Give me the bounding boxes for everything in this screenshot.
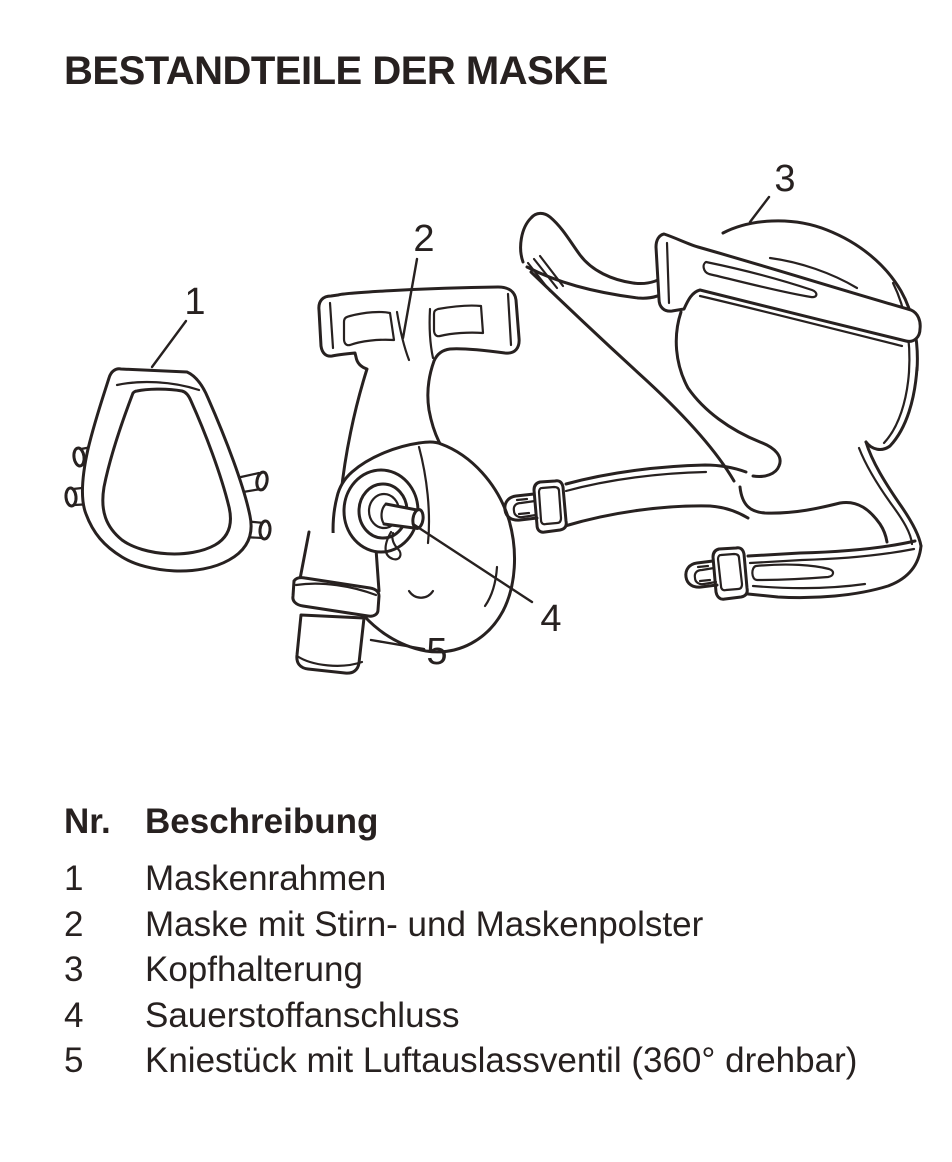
column-header-description: Beschreibung [145, 802, 379, 841]
headgear-clip-left [505, 481, 566, 532]
row-description: Kopfhalterung [145, 950, 363, 989]
headgear-illustration [505, 213, 921, 599]
mask-body-illustration [293, 287, 519, 673]
row-number: 5 [64, 1041, 84, 1080]
row-description: Sauerstoffanschluss [145, 995, 460, 1035]
row-description: Maske mit Stirn- und Maskenpolster [145, 904, 704, 944]
callout-number-1: 1 [184, 281, 206, 323]
table-row [64, 993, 924, 1039]
parts-table-body [64, 856, 924, 1084]
mask-frame-illustration [65, 369, 271, 571]
callout-number-5: 5 [426, 631, 448, 673]
row-number: 1 [64, 859, 84, 898]
row-number: 2 [64, 904, 84, 944]
callout-line-3 [750, 197, 769, 222]
row-number: 4 [64, 995, 84, 1035]
table-row [64, 856, 924, 902]
callout-number-2: 2 [413, 218, 435, 260]
table-row [64, 902, 924, 948]
callout-line-1 [152, 321, 186, 367]
table-row [64, 947, 924, 993]
headgear-clip-bottom [686, 548, 747, 599]
row-description: Kniestück mit Luftauslassventil (360° drehbar) [145, 1041, 858, 1080]
row-number: 3 [64, 950, 84, 989]
callout-number-3: 3 [774, 158, 796, 200]
parts-table [64, 802, 924, 1084]
table-row [64, 1038, 924, 1084]
page-title: BESTANDTEILE DER MASKE [64, 49, 608, 93]
row-description: Maskenrahmen [145, 859, 387, 898]
callout-number-4: 4 [540, 598, 562, 640]
column-header-nr: Nr. [64, 802, 111, 841]
parts-table-header [64, 802, 924, 842]
